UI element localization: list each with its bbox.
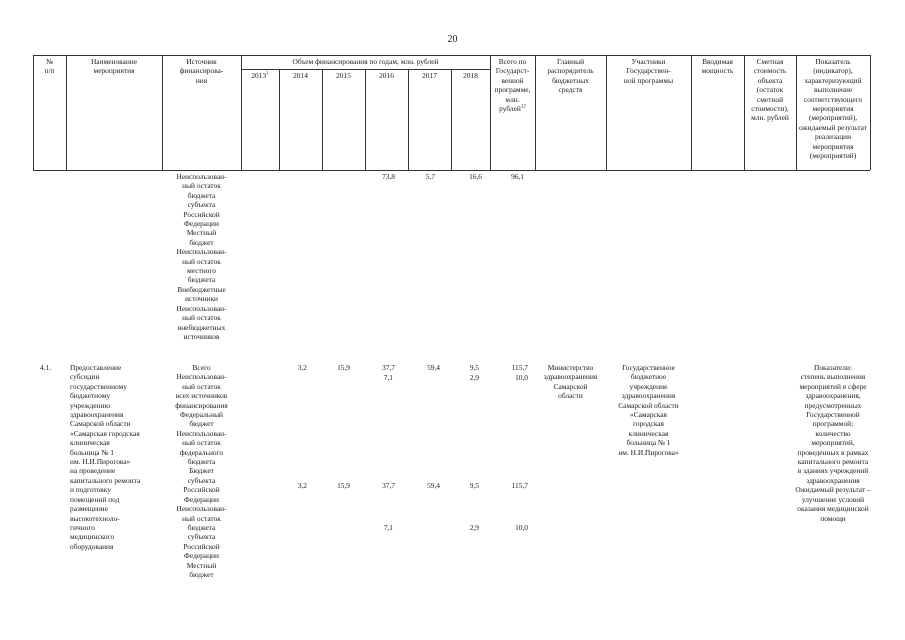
- col-divider-2017: [451, 69, 452, 170]
- header-indicator: Показатель (индикатор), характеризующий выполнение соответствующего мероприятия (мероприятий), ожидаемый результат реализации мероприятия (мероприятий): [799, 57, 867, 161]
- col-divider-2015: [365, 69, 366, 170]
- section2-total-total: 115,7: [511, 363, 528, 372]
- section2-total-2014: 3,2: [297, 363, 307, 372]
- section1-sources: Неиспользован- ный остаток бюджета субъекта Российской Федерации Местный бюджет Неиспользован- ный остаток местного бюджета Внебюджетные источники Неиспользован- ный остаток внебюджетных источников: [176, 172, 227, 341]
- year-2013-footnote: 1: [266, 71, 269, 77]
- table-right-border: [870, 55, 871, 170]
- header-year-2014: 2014: [293, 71, 308, 80]
- section2-total-2017: 59,4: [427, 363, 440, 372]
- section2-name: Предоставление субсидии государственному бюджетному учреждению здравоохранения Самарской области «Самарская городская клиническая больница № 1 им. Н.И.Пирогова» на проведение капитального ремонта и подготовку помещений под размещение высокотехноло- гичного медицинского оборудования: [70, 363, 141, 551]
- header-total: Всего по Государст- венной программе, млн. рублей$^{12}$: [494, 57, 531, 114]
- section2-unused-2018: 2,9: [469, 373, 479, 382]
- col-divider-2013: [279, 69, 280, 170]
- section2-subject-2018: 9,5: [469, 481, 479, 490]
- col-divider-2014: [322, 69, 323, 170]
- section2-subject-2014: 3,2: [297, 481, 307, 490]
- total-footnote: 12: [520, 104, 526, 110]
- page-number: 20: [447, 34, 458, 45]
- header-bottom-border: [33, 170, 870, 171]
- section2-sources: Всего Неиспользован- ный остаток всех источников финансирования Федеральный бюджет Неиспользован- ный остаток федерального бюджета Бюджет субъекта Российской Федерации Неиспользован- ный остаток бюджета субъекта Российской Федерации Местный бюджет: [175, 363, 228, 579]
- section2-manager: Министерство здравоохранения Самарской области: [543, 363, 598, 401]
- section1-total: 96,1: [511, 172, 524, 181]
- section1-2016: 73,8: [382, 172, 395, 181]
- section2-unused-2016: 7,1: [383, 373, 393, 382]
- section1-2018: 16,6: [469, 172, 482, 181]
- section1-2017: 5,7: [425, 172, 435, 181]
- header-year-2013: 2013$^1$: [251, 71, 269, 80]
- header-num: № п/п: [44, 57, 55, 76]
- header-participants: Участники Государствен- ной программы: [623, 57, 674, 85]
- section2-unused-total: 10,0: [515, 373, 528, 382]
- header-year-2018: 2018: [463, 71, 478, 80]
- section2-num: 4.1.: [40, 363, 52, 372]
- section2-subject-unused-total: 10,0: [515, 523, 528, 532]
- section2-subject-2016: 37,7: [382, 481, 395, 490]
- section2-subject-2017: 59,4: [427, 481, 440, 490]
- header-source: Источник финансирова- ния: [179, 57, 224, 85]
- header-name: Наименование мероприятия: [90, 57, 138, 76]
- section2-total-2016: 37,7: [382, 363, 395, 372]
- section2-participant: Государственное бюджетное учреждение здравоохранения Самарской области «Самарская городская клиническая больница № 1 им. Н.И.Пирогова»: [618, 363, 679, 457]
- col-divider-2016: [408, 69, 409, 170]
- section2-subject-unused-2016: 7,1: [383, 523, 393, 532]
- header-main-manager: Главный распорядитель бюджетных средств: [547, 57, 594, 95]
- header-year-2015: 2015: [336, 71, 351, 80]
- header-capacity: Вводимая мощность: [701, 57, 734, 76]
- header-year-2017: 2017: [422, 71, 437, 80]
- header-cost: Сметная стоимость объекта (остаток сметной стоимости), млн. рублей: [751, 57, 789, 123]
- section2-indicator: Показатели: степень выполнения мероприятий в сфере здравоохранения, предусмотренных Государственной программой; количество мероприятий, проведенных в рамках капитального ремонта в зданиях учреждений здравоохранения Ожидаемый результат – улучшение условий оказания медицинской помощи: [795, 363, 871, 523]
- section2-total-2018: 9,5: [469, 363, 479, 372]
- header-volume: Объем финансирования по годам, млн. рублей: [292, 57, 439, 66]
- section2-subject-2015: 15,9: [337, 481, 350, 490]
- section2-total-2015: 15,9: [337, 363, 350, 372]
- header-year-2016: 2016: [379, 71, 394, 80]
- section2-subject-total: 115,7: [511, 481, 528, 490]
- section2-subject-unused-2018: 2,9: [469, 523, 479, 532]
